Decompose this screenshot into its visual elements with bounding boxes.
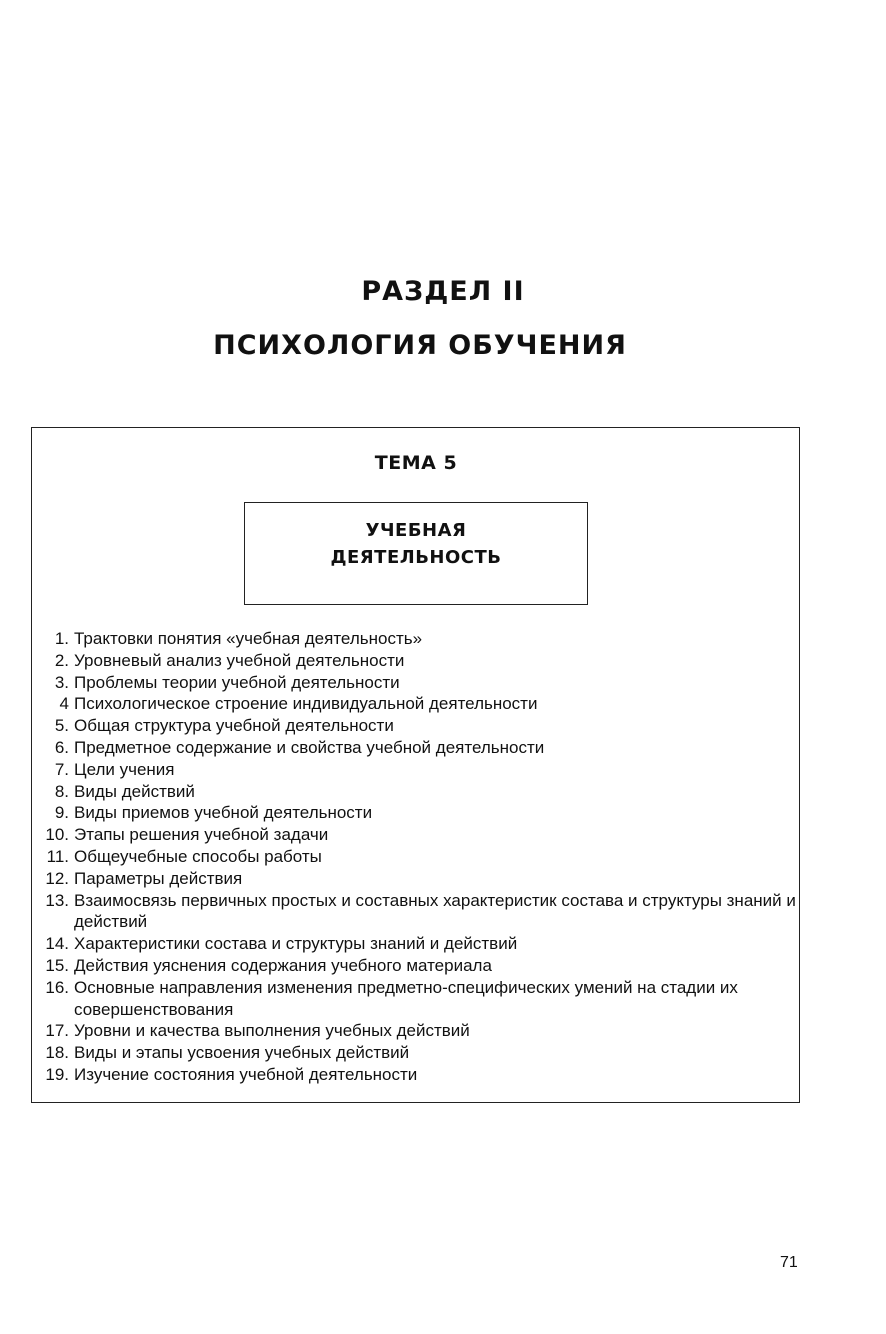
toc-item [34, 1020, 796, 1042]
toc-item [34, 955, 796, 977]
toc-item-number: 8. [54, 781, 69, 801]
toc-item-text: Предметное содержание и свойства учебной деятельности [74, 737, 545, 757]
toc-item-text: Действия уяснения содержания учебного материала [74, 955, 492, 975]
toc-item-number: 16. [45, 977, 69, 997]
toc-item [34, 846, 796, 868]
toc-item-text: Трактовки понятия «учебная деятельность» [74, 629, 423, 648]
toc-item [34, 650, 796, 672]
toc-item-number: 15. [45, 955, 69, 975]
toc-item-text: Взаимосвязь первичных простых и составных характеристик состава и структуры знаний и действий [74, 890, 796, 932]
toc-item-number: 7. [54, 759, 69, 779]
toc-item-number: 4 [59, 694, 69, 714]
topic-title-line-1: УЧЕБНАЯ [365, 520, 467, 541]
toc-item-text: Изучение состояния учебной деятельности [74, 1064, 418, 1084]
toc-item-text: Виды действий [74, 781, 195, 801]
toc-item [34, 868, 796, 890]
toc-item-text: Уровневый анализ учебной деятельности [74, 650, 405, 670]
toc-item-text: Виды и этапы усвоения учебных действий [74, 1043, 410, 1063]
toc-item-number: 6. [54, 737, 69, 757]
toc-item-text: Параметры действия [74, 868, 243, 888]
table-of-contents [34, 628, 796, 1086]
toc-item [34, 759, 796, 781]
topic-label: ТЕМА 5 [374, 452, 458, 474]
toc-item-text: Уровни и качества выполнения учебных действий [74, 1021, 470, 1041]
toc-item [34, 737, 796, 759]
toc-item-text: Этапы решения учебной задачи [74, 825, 329, 845]
toc-item-number: 3. [54, 672, 69, 692]
toc-item-text: Общеучебные способы работы [74, 846, 322, 866]
toc-item [34, 824, 796, 846]
toc-item-number: 19. [45, 1064, 69, 1084]
toc-item-number: 10. [45, 825, 69, 845]
toc-item-text: Основные направления изменения предметно-специфических умений на стадии их совершенствования [74, 977, 738, 1019]
toc-item-number: 14. [45, 934, 69, 954]
toc-item-number: 9. [54, 803, 69, 823]
toc-item-text: Общая структура учебной деятельности [74, 716, 394, 736]
toc-item-text: Проблемы теории учебной деятельности [74, 672, 400, 692]
toc-item [34, 977, 796, 1021]
toc-item [34, 1064, 796, 1086]
topic-title-box [244, 502, 588, 605]
toc-item [34, 1042, 796, 1064]
toc-item-number: 18. [45, 1043, 69, 1063]
toc-item [34, 715, 796, 737]
toc-item [34, 933, 796, 955]
toc-item [34, 672, 796, 694]
toc-item [34, 628, 796, 650]
toc-item [34, 890, 796, 934]
toc-item-number: 12. [45, 868, 69, 888]
toc-item-number: 11. [46, 846, 69, 866]
toc-item-number: 17. [45, 1021, 69, 1041]
toc-item-text: Цели учения [74, 759, 175, 779]
toc-item-number: 2. [54, 650, 69, 670]
section-title: ПСИХОЛОГИЯ ОБУЧЕНИЯ [213, 330, 627, 361]
toc-item-number: 1. [54, 629, 69, 648]
toc-item-number: 5. [54, 716, 69, 736]
toc-item-text: Виды приемов учебной деятельности [74, 803, 373, 823]
toc-item [34, 802, 796, 824]
toc-item-number: 13. [45, 890, 69, 910]
page-number: 71 [780, 1254, 798, 1271]
toc-item-text: Психологическое строение индивидуальной деятельности [74, 694, 538, 714]
topic-title-line-2: ДЕЯТЕЛЬНОСТЬ [330, 547, 502, 568]
section-label: РАЗДЕЛ II [361, 276, 525, 307]
toc-item [34, 693, 796, 715]
toc-item [34, 781, 796, 803]
toc-item-text: Характеристики состава и структуры знаний и действий [74, 934, 518, 954]
